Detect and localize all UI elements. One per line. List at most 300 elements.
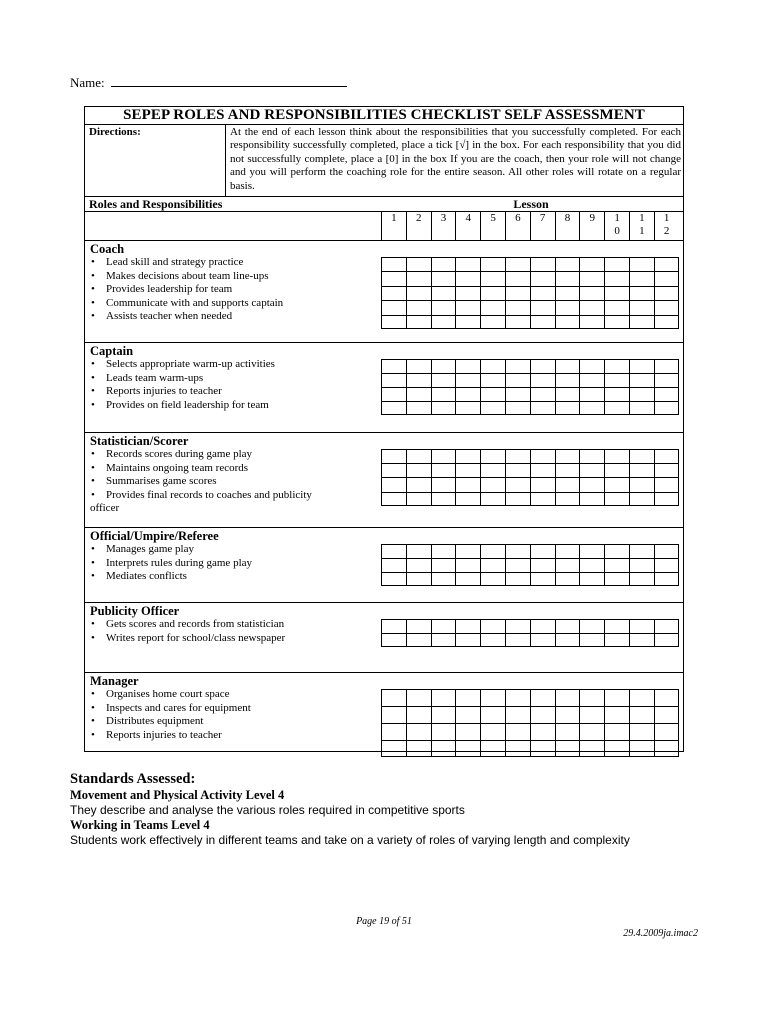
lesson-checkbox[interactable] [431,723,456,740]
lesson-checkbox[interactable] [480,723,505,740]
lesson-checkbox[interactable] [381,572,406,586]
lesson-checkbox[interactable] [579,477,604,491]
lesson-checkbox[interactable] [629,373,654,387]
lesson-checkbox[interactable] [381,706,406,723]
lesson-checkbox[interactable] [530,723,555,740]
lesson-checkbox[interactable] [579,315,604,329]
lesson-checkbox[interactable] [579,492,604,506]
lesson-checkbox[interactable] [480,689,505,706]
lesson-checkbox[interactable] [629,619,654,633]
standard-description: They describe and analyse the various roles required in competitive sports [70,803,465,817]
lesson-checkbox[interactable] [579,387,604,401]
lesson-checkbox[interactable] [579,449,604,463]
lesson-checkbox[interactable] [579,706,604,723]
lesson-checkbox[interactable] [530,544,555,558]
lesson-checkbox[interactable] [431,689,456,706]
lesson-checkbox[interactable] [431,257,456,271]
lesson-checkbox[interactable] [381,271,406,285]
lesson-checkbox[interactable] [406,740,431,757]
lesson-checkbox[interactable] [555,449,580,463]
lesson-number: 6 [505,212,530,240]
roles-header-row [85,197,683,212]
lesson-checkbox[interactable] [579,633,604,647]
lesson-checkbox[interactable] [555,689,580,706]
lesson-checkbox[interactable] [431,492,456,506]
lesson-checkbox[interactable] [530,300,555,314]
lesson-checkbox[interactable] [555,477,580,491]
lesson-checkbox[interactable] [480,463,505,477]
lesson-checkbox[interactable] [555,558,580,572]
lesson-checkbox[interactable] [629,689,654,706]
responsibility-item: • Organises home court space [85,688,683,702]
lesson-checkbox[interactable] [555,463,580,477]
lesson-checkbox[interactable] [555,572,580,586]
lesson-checkbox[interactable] [530,359,555,373]
role-title: Manager [90,674,139,688]
lesson-checkbox[interactable] [455,633,480,647]
lesson-number: 1 [381,212,406,240]
lesson-checkbox[interactable] [431,373,456,387]
lesson-checkbox[interactable] [455,359,480,373]
lesson-header: Lesson [513,197,549,211]
lesson-checkbox[interactable] [530,492,555,506]
lesson-checkbox[interactable] [555,740,580,757]
lesson-checkbox[interactable] [431,387,456,401]
lesson-checkbox[interactable] [629,463,654,477]
lesson-checkbox[interactable] [455,373,480,387]
lesson-checkbox[interactable] [579,558,604,572]
lesson-checkbox[interactable] [431,572,456,586]
lesson-checkbox[interactable] [604,300,629,314]
lesson-checkbox[interactable] [381,740,406,757]
lesson-checkbox[interactable] [431,633,456,647]
lesson-checkbox[interactable] [381,359,406,373]
lesson-checkbox[interactable] [455,492,480,506]
lesson-checkbox[interactable] [530,271,555,285]
lesson-checkbox[interactable] [431,558,456,572]
lesson-checkbox[interactable] [406,492,431,506]
lesson-checkbox[interactable] [555,633,580,647]
lesson-checkbox[interactable] [505,689,530,706]
lesson-checkbox[interactable] [505,315,530,329]
lesson-checkbox[interactable] [629,387,654,401]
lesson-checkbox[interactable] [629,633,654,647]
role-title: Captain [90,344,134,358]
lesson-checkbox[interactable] [431,401,456,415]
lesson-number: 3 [431,212,456,240]
lesson-checkbox[interactable] [579,689,604,706]
lesson-checkbox[interactable] [406,544,431,558]
lesson-checkbox[interactable] [505,477,530,491]
lesson-checkbox[interactable] [555,544,580,558]
responsibility-item: • Reports injuries to teacher [85,729,683,743]
lesson-checkbox[interactable] [654,558,679,572]
lesson-checkbox[interactable] [480,477,505,491]
lesson-checkbox[interactable] [530,387,555,401]
lesson-checkbox[interactable] [431,740,456,757]
lesson-checkbox[interactable] [505,619,530,633]
lesson-checkbox[interactable] [555,257,580,271]
lesson-checkbox[interactable] [604,387,629,401]
lesson-checkbox[interactable] [480,619,505,633]
lesson-checkbox[interactable] [406,286,431,300]
lesson-checkbox[interactable] [455,315,480,329]
lesson-checkbox[interactable] [406,315,431,329]
lesson-number: 4 [455,212,480,240]
lesson-checkbox[interactable] [579,544,604,558]
lesson-checkbox[interactable] [555,300,580,314]
lesson-checkbox[interactable] [629,723,654,740]
lesson-checkbox[interactable] [604,544,629,558]
lesson-checkbox[interactable] [381,401,406,415]
lesson-checkbox[interactable] [654,572,679,586]
lesson-checkbox[interactable] [604,492,629,506]
lesson-checkbox[interactable] [555,271,580,285]
lesson-checkbox[interactable] [455,572,480,586]
lesson-checkbox[interactable] [505,544,530,558]
lesson-checkbox[interactable] [530,449,555,463]
lesson-checkbox[interactable] [579,723,604,740]
lesson-checkbox[interactable] [530,315,555,329]
lesson-checkbox[interactable] [406,300,431,314]
page-number: Page 19 of 51 [356,916,412,927]
lesson-checkbox[interactable] [654,449,679,463]
lesson-checkbox[interactable] [604,359,629,373]
lesson-checkbox[interactable] [629,315,654,329]
lesson-checkbox[interactable] [381,477,406,491]
lesson-checkbox[interactable] [654,387,679,401]
lesson-checkbox[interactable] [406,723,431,740]
lesson-checkbox[interactable] [604,558,629,572]
lesson-checkbox[interactable] [480,558,505,572]
lesson-checkbox[interactable] [604,463,629,477]
lesson-checkbox[interactable] [604,271,629,285]
lesson-checkbox[interactable] [629,740,654,757]
lesson-checkbox[interactable] [406,387,431,401]
lesson-checkbox[interactable] [480,315,505,329]
lesson-checkbox[interactable] [455,257,480,271]
lesson-checkbox[interactable] [629,271,654,285]
lesson-checkbox[interactable] [406,619,431,633]
lesson-checkbox[interactable] [381,286,406,300]
lesson-checkbox[interactable] [604,723,629,740]
lesson-checkbox-grid [381,359,679,415]
responsibility-item: • Gets scores and records from statistician [85,618,683,632]
lesson-checkbox[interactable] [579,300,604,314]
lesson-checkbox[interactable] [530,740,555,757]
lesson-checkbox[interactable] [555,373,580,387]
lesson-checkbox[interactable] [530,401,555,415]
lesson-checkbox-grid [381,257,679,329]
lesson-checkbox[interactable] [505,257,530,271]
lesson-checkbox[interactable] [406,271,431,285]
lesson-checkbox[interactable] [530,463,555,477]
lesson-checkbox[interactable] [654,359,679,373]
lesson-checkbox[interactable] [431,271,456,285]
lesson-checkbox[interactable] [455,463,480,477]
lesson-checkbox[interactable] [530,286,555,300]
lesson-checkbox[interactable] [381,619,406,633]
lesson-checkbox[interactable] [455,544,480,558]
lesson-checkbox[interactable] [480,492,505,506]
lesson-checkbox[interactable] [555,706,580,723]
lesson-checkbox[interactable] [431,463,456,477]
lesson-checkbox[interactable] [604,449,629,463]
lesson-number: 1 0 [604,212,629,240]
lesson-checkbox[interactable] [431,359,456,373]
lesson-checkbox[interactable] [604,740,629,757]
lesson-checkbox[interactable] [555,619,580,633]
lesson-checkbox[interactable] [455,558,480,572]
lesson-checkbox[interactable] [381,492,406,506]
lesson-checkbox[interactable] [381,387,406,401]
lesson-number: 5 [480,212,505,240]
responsibility-item: • Maintains ongoing team records [85,462,683,476]
lesson-checkbox[interactable] [455,477,480,491]
lesson-checkbox[interactable] [579,271,604,285]
lesson-checkbox[interactable] [480,544,505,558]
lesson-checkbox[interactable] [579,359,604,373]
lesson-checkbox[interactable] [480,401,505,415]
lesson-checkbox[interactable] [654,723,679,740]
lesson-checkbox[interactable] [579,619,604,633]
lesson-checkbox[interactable] [604,572,629,586]
lesson-checkbox[interactable] [654,477,679,491]
lesson-checkbox[interactable] [480,572,505,586]
lesson-checkbox[interactable] [480,706,505,723]
role-title: Official/Umpire/Referee [90,529,219,543]
lesson-checkbox[interactable] [604,315,629,329]
lesson-checkbox[interactable] [406,257,431,271]
lesson-checkbox[interactable] [555,315,580,329]
lesson-checkbox[interactable] [381,463,406,477]
lesson-checkbox[interactable] [505,558,530,572]
lesson-checkbox[interactable] [381,315,406,329]
lesson-checkbox[interactable] [455,619,480,633]
lesson-checkbox[interactable] [654,492,679,506]
lesson-checkbox[interactable] [579,463,604,477]
lesson-checkbox[interactable] [530,558,555,572]
lesson-checkbox[interactable] [629,477,654,491]
lesson-checkbox[interactable] [604,619,629,633]
checklist-title: SEPEP ROLES AND RESPONSIBILITIES CHECKLIST SELF ASSESSMENT [85,107,683,125]
lesson-checkbox[interactable] [654,740,679,757]
lesson-checkbox[interactable] [654,315,679,329]
lesson-number: 2 [406,212,431,240]
lesson-checkbox[interactable] [480,257,505,271]
lesson-checkbox[interactable] [579,740,604,757]
lesson-checkbox[interactable] [431,300,456,314]
lesson-checkbox[interactable] [381,449,406,463]
lesson-checkbox[interactable] [629,558,654,572]
lesson-checkbox-grid [381,619,679,647]
lesson-checkbox[interactable] [480,449,505,463]
lesson-checkbox[interactable] [381,723,406,740]
lesson-checkbox[interactable] [530,689,555,706]
lesson-checkbox[interactable] [629,572,654,586]
lesson-checkbox[interactable] [629,706,654,723]
lesson-checkbox[interactable] [579,286,604,300]
lesson-checkbox[interactable] [654,373,679,387]
lesson-checkbox[interactable] [505,359,530,373]
role-section [85,674,683,764]
lesson-checkbox[interactable] [406,463,431,477]
lesson-checkbox[interactable] [455,286,480,300]
lesson-checkbox[interactable] [654,463,679,477]
lesson-checkbox[interactable] [604,257,629,271]
lesson-checkbox[interactable] [604,286,629,300]
lesson-checkbox[interactable] [654,271,679,285]
lesson-checkbox[interactable] [654,619,679,633]
lesson-checkbox[interactable] [381,633,406,647]
lesson-checkbox[interactable] [629,492,654,506]
lesson-checkbox[interactable] [654,689,679,706]
lesson-checkbox[interactable] [455,271,480,285]
lesson-checkbox[interactable] [381,558,406,572]
lesson-checkbox[interactable] [505,271,530,285]
lesson-checkbox[interactable] [555,359,580,373]
lesson-checkbox[interactable] [654,401,679,415]
lesson-checkbox[interactable] [406,359,431,373]
lesson-checkbox[interactable] [579,572,604,586]
lesson-checkbox[interactable] [431,619,456,633]
lesson-checkbox[interactable] [381,689,406,706]
responsibility-item: • Manages game play [85,543,683,557]
lesson-checkbox[interactable] [480,300,505,314]
lesson-checkbox[interactable] [431,286,456,300]
lesson-checkbox[interactable] [455,401,480,415]
lesson-checkbox[interactable] [505,706,530,723]
lesson-checkbox[interactable] [406,558,431,572]
lesson-checkbox[interactable] [604,401,629,415]
lesson-checkbox[interactable] [555,387,580,401]
lesson-checkbox[interactable] [530,477,555,491]
lesson-checkbox[interactable] [654,633,679,647]
lesson-checkbox[interactable] [480,271,505,285]
name-blank-line[interactable] [111,74,347,87]
lesson-checkbox[interactable] [480,387,505,401]
lesson-checkbox[interactable] [505,449,530,463]
lesson-checkbox[interactable] [629,544,654,558]
lesson-checkbox[interactable] [431,706,456,723]
checklist-table [84,106,684,752]
lesson-checkbox[interactable] [505,463,530,477]
lesson-checkbox[interactable] [629,401,654,415]
lesson-checkbox[interactable] [455,300,480,314]
lesson-checkbox[interactable] [505,740,530,757]
lesson-checkbox[interactable] [381,300,406,314]
lesson-checkbox[interactable] [505,401,530,415]
lesson-checkbox[interactable] [530,257,555,271]
responsibility-item: • Records scores during game play [85,448,683,462]
lesson-checkbox[interactable] [654,300,679,314]
lesson-checkbox[interactable] [480,740,505,757]
lesson-checkbox[interactable] [480,359,505,373]
lesson-checkbox[interactable] [629,359,654,373]
lesson-checkbox[interactable] [406,706,431,723]
lesson-checkbox[interactable] [604,477,629,491]
lesson-checkbox[interactable] [629,449,654,463]
lesson-checkbox[interactable] [654,257,679,271]
lesson-checkbox[interactable] [406,689,431,706]
lesson-checkbox[interactable] [431,449,456,463]
lesson-checkbox[interactable] [406,373,431,387]
lesson-checkbox[interactable] [629,286,654,300]
lesson-checkbox[interactable] [654,544,679,558]
lesson-checkbox[interactable] [629,257,654,271]
lesson-checkbox[interactable] [406,572,431,586]
lesson-checkbox[interactable] [455,706,480,723]
lesson-checkbox[interactable] [381,257,406,271]
lesson-checkbox[interactable] [431,315,456,329]
lesson-checkbox[interactable] [555,723,580,740]
lesson-checkbox[interactable] [604,633,629,647]
lesson-checkbox[interactable] [480,373,505,387]
lesson-checkbox[interactable] [654,286,679,300]
lesson-checkbox[interactable] [654,706,679,723]
lesson-checkbox[interactable] [604,373,629,387]
lesson-checkbox[interactable] [480,286,505,300]
lesson-checkbox[interactable] [555,286,580,300]
lesson-checkbox[interactable] [604,689,629,706]
lesson-checkbox[interactable] [579,401,604,415]
lesson-checkbox[interactable] [455,723,480,740]
lesson-checkbox[interactable] [530,633,555,647]
lesson-checkbox[interactable] [406,477,431,491]
lesson-checkbox[interactable] [480,633,505,647]
responsibility-item: • Assists teacher when needed [85,310,683,324]
lesson-checkbox[interactable] [530,619,555,633]
lesson-checkbox[interactable] [406,401,431,415]
lesson-checkbox[interactable] [431,477,456,491]
lesson-checkbox[interactable] [455,740,480,757]
lesson-checkbox[interactable] [555,492,580,506]
lesson-checkbox[interactable] [406,449,431,463]
lesson-checkbox[interactable] [455,387,480,401]
lesson-checkbox[interactable] [381,373,406,387]
lesson-checkbox[interactable] [530,572,555,586]
responsibility-item: • Writes report for school/class newspaper [85,632,683,646]
lesson-checkbox[interactable] [505,723,530,740]
responsibility-item: • Interprets rules during game play [85,557,683,571]
lesson-checkbox[interactable] [505,633,530,647]
lesson-checkbox[interactable] [406,633,431,647]
lesson-checkbox[interactable] [455,689,480,706]
lesson-checkbox-grid [381,544,679,586]
lesson-checkbox[interactable] [431,544,456,558]
lesson-checkbox[interactable] [505,286,530,300]
lesson-checkbox[interactable] [505,572,530,586]
lesson-checkbox[interactable] [505,387,530,401]
lesson-checkbox[interactable] [381,544,406,558]
lesson-checkbox[interactable] [530,706,555,723]
responsibility-item-continuation: officer [90,502,120,515]
lesson-checkbox[interactable] [505,492,530,506]
lesson-checkbox[interactable] [604,706,629,723]
lesson-number: 1 2 [654,212,679,240]
lesson-checkbox[interactable] [579,257,604,271]
role-section [85,242,683,343]
lesson-checkbox[interactable] [505,300,530,314]
lesson-checkbox[interactable] [629,300,654,314]
lesson-checkbox[interactable] [505,373,530,387]
responsibility-item: • Provides final records to coaches and publicity [85,489,683,503]
lesson-checkbox[interactable] [579,373,604,387]
responsibility-item: • Reports injuries to teacher [85,385,683,399]
lesson-checkbox[interactable] [455,449,480,463]
lesson-checkbox[interactable] [555,401,580,415]
lesson-checkbox[interactable] [530,373,555,387]
